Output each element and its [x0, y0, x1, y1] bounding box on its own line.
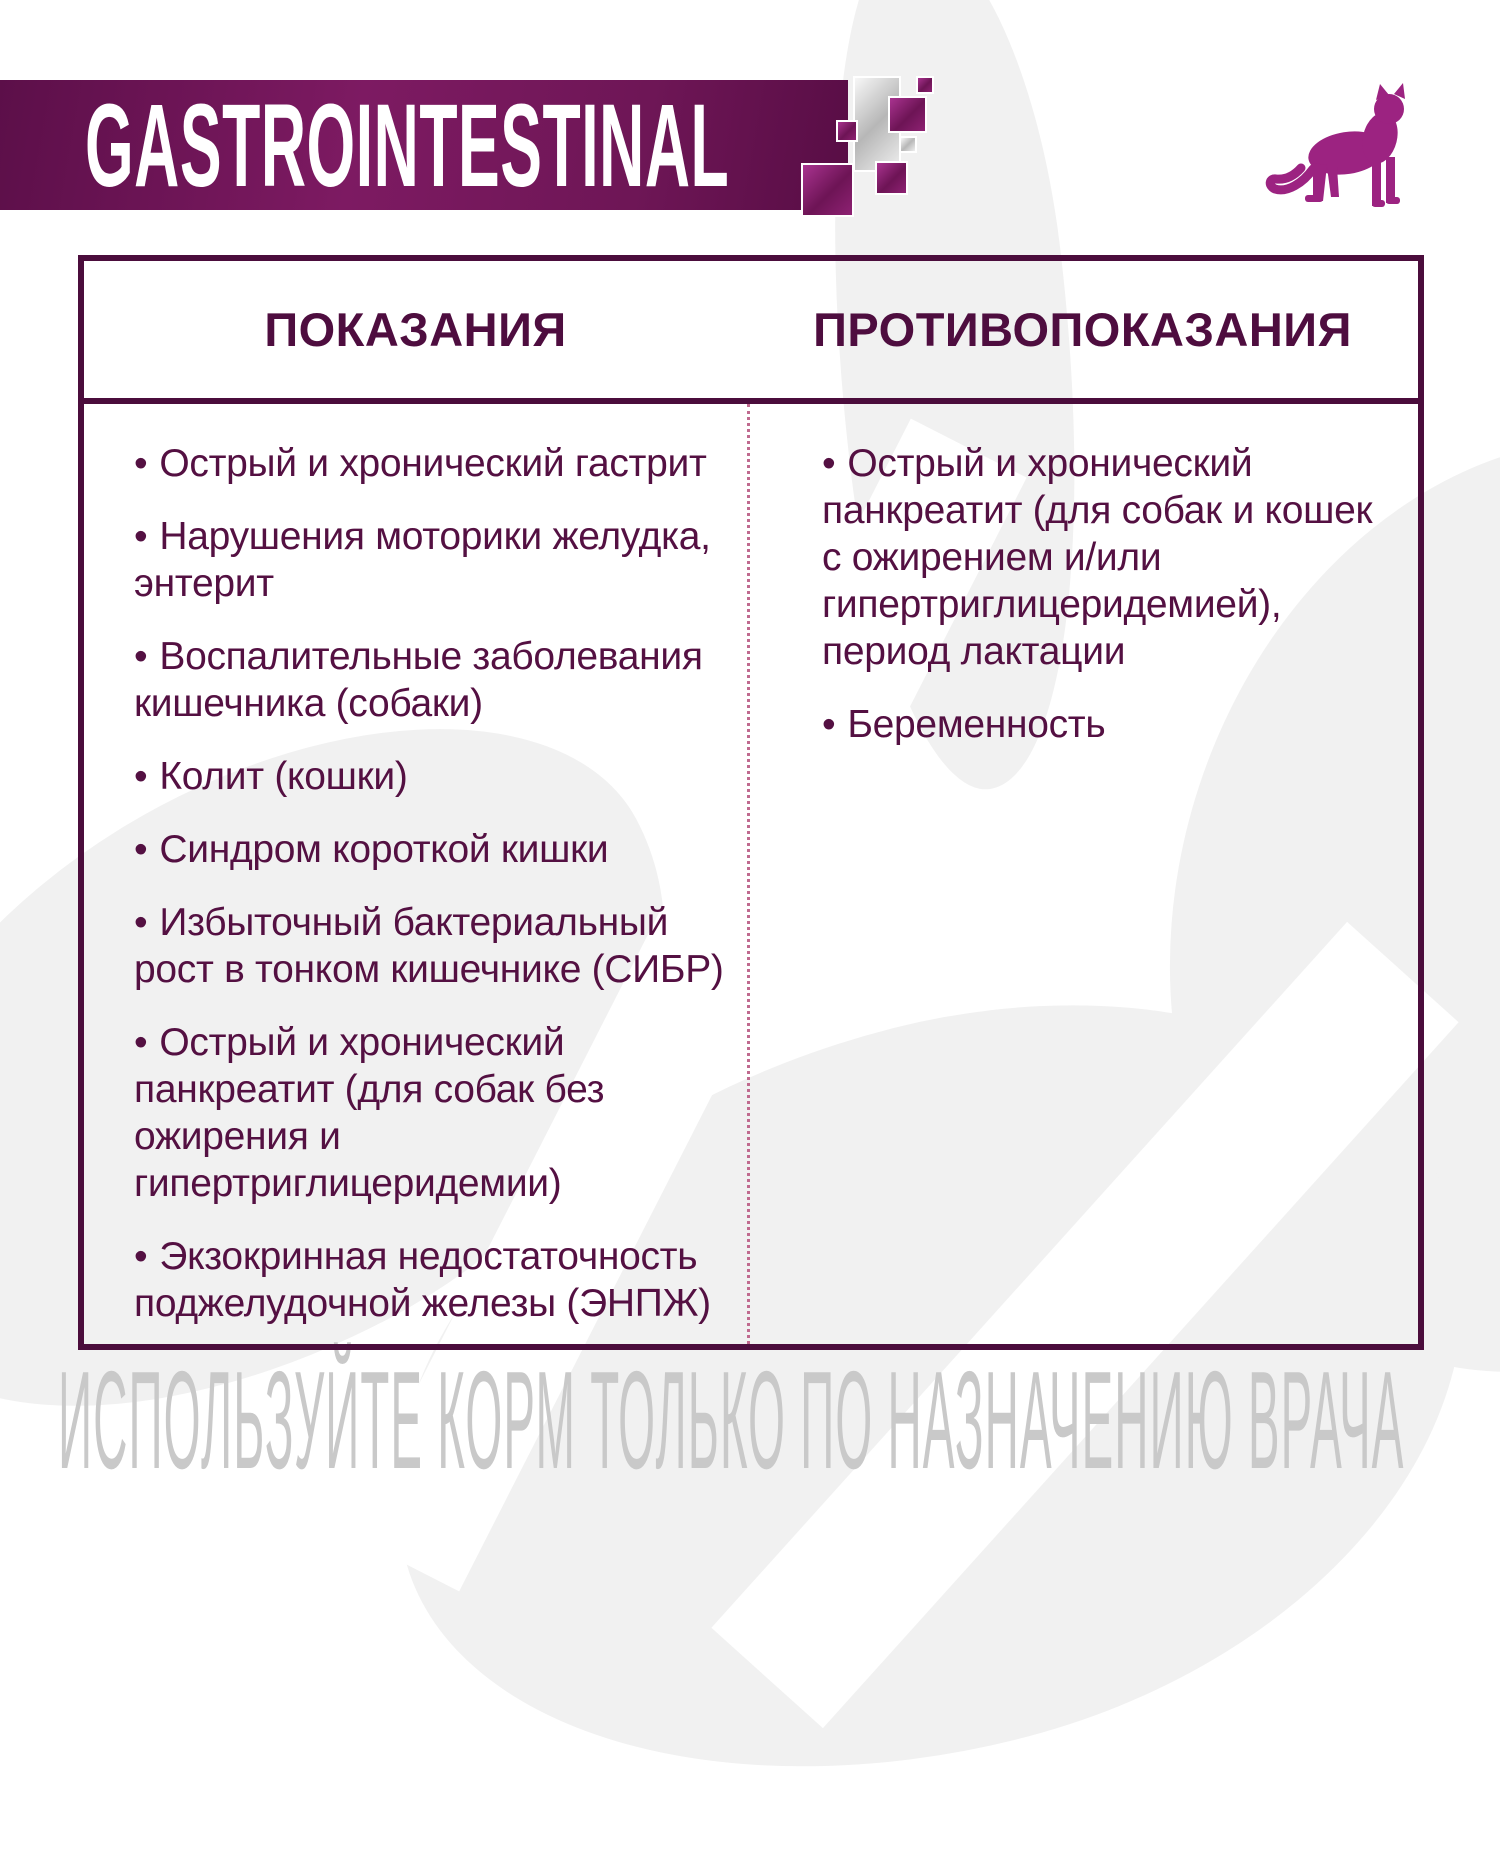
- indications-list: [84, 404, 750, 1344]
- indication-item: [134, 899, 734, 993]
- bullet-icon: •: [134, 828, 148, 871]
- bullet-icon: •: [134, 755, 148, 798]
- decor-square-icon: [801, 163, 854, 217]
- page-title: GASTROINTESTINAL: [85, 80, 730, 212]
- bullet-icon: •: [134, 1021, 148, 1064]
- decor-square-icon: [899, 136, 917, 153]
- bullet-icon: •: [134, 1235, 148, 1278]
- indication-text: Избыточный бактериальный рост в тонком кишечнике (СИБР): [134, 901, 724, 991]
- header-contraindications: ПРОТИВОПОКАЗАНИЯ: [813, 303, 1352, 356]
- table-header-row: [84, 261, 1418, 404]
- indication-item: [134, 826, 734, 873]
- indication-item: [134, 1233, 734, 1327]
- bullet-icon: •: [134, 515, 148, 558]
- indication-item: [134, 513, 734, 607]
- indication-text: Экзокринная недостаточность поджелудочной железы (ЭНПЖ): [134, 1235, 711, 1325]
- indication-item: [134, 753, 734, 800]
- indication-text: Острый и хронический гастрит: [159, 442, 707, 485]
- contraindication-item: [822, 701, 1398, 748]
- indication-text: Нарушения моторики желудка, энтерит: [134, 515, 711, 605]
- bullet-icon: •: [134, 442, 148, 485]
- bullet-icon: •: [134, 901, 148, 944]
- indication-item: [134, 1019, 734, 1207]
- indications-table: [78, 255, 1424, 1350]
- contraindication-text: Беременность: [847, 703, 1106, 746]
- contraindication-text: Острый и хронический панкреатит (для собак и кошек с ожирением и/или гипертриглицеридемией), период лактации: [822, 442, 1373, 673]
- indication-text: Острый и хронический панкреатит (для собак без ожирения и гипертриглицеридемии): [134, 1021, 605, 1205]
- indication-text: Воспалительные заболевания кишечника (собаки): [134, 635, 703, 725]
- table-body-row: [84, 404, 1418, 1344]
- decor-square-icon: [916, 76, 934, 94]
- indication-item: [134, 633, 734, 727]
- footer-warning-text: ИСПОЛЬЗУЙТЕ КОРМ ТОЛЬКО ПО НАЗНАЧЕНИЮ ВРАЧА: [58, 1343, 1405, 1499]
- decor-square-icon: [836, 120, 858, 142]
- indication-item: [134, 440, 734, 487]
- bullet-icon: •: [134, 635, 148, 678]
- contraindications-list: [750, 404, 1418, 1344]
- decor-square-icon: [888, 96, 927, 133]
- indication-text: Синдром короткой кишки: [159, 828, 609, 871]
- bullet-icon: •: [822, 442, 836, 485]
- decor-square-icon: [875, 161, 908, 195]
- title-banner: [0, 80, 848, 210]
- contraindication-item: [822, 440, 1398, 675]
- indication-text: Колит (кошки): [159, 755, 408, 798]
- header-indications: ПОКАЗАНИЯ: [264, 303, 567, 356]
- cat-icon: [1263, 83, 1428, 208]
- bullet-icon: •: [822, 703, 836, 746]
